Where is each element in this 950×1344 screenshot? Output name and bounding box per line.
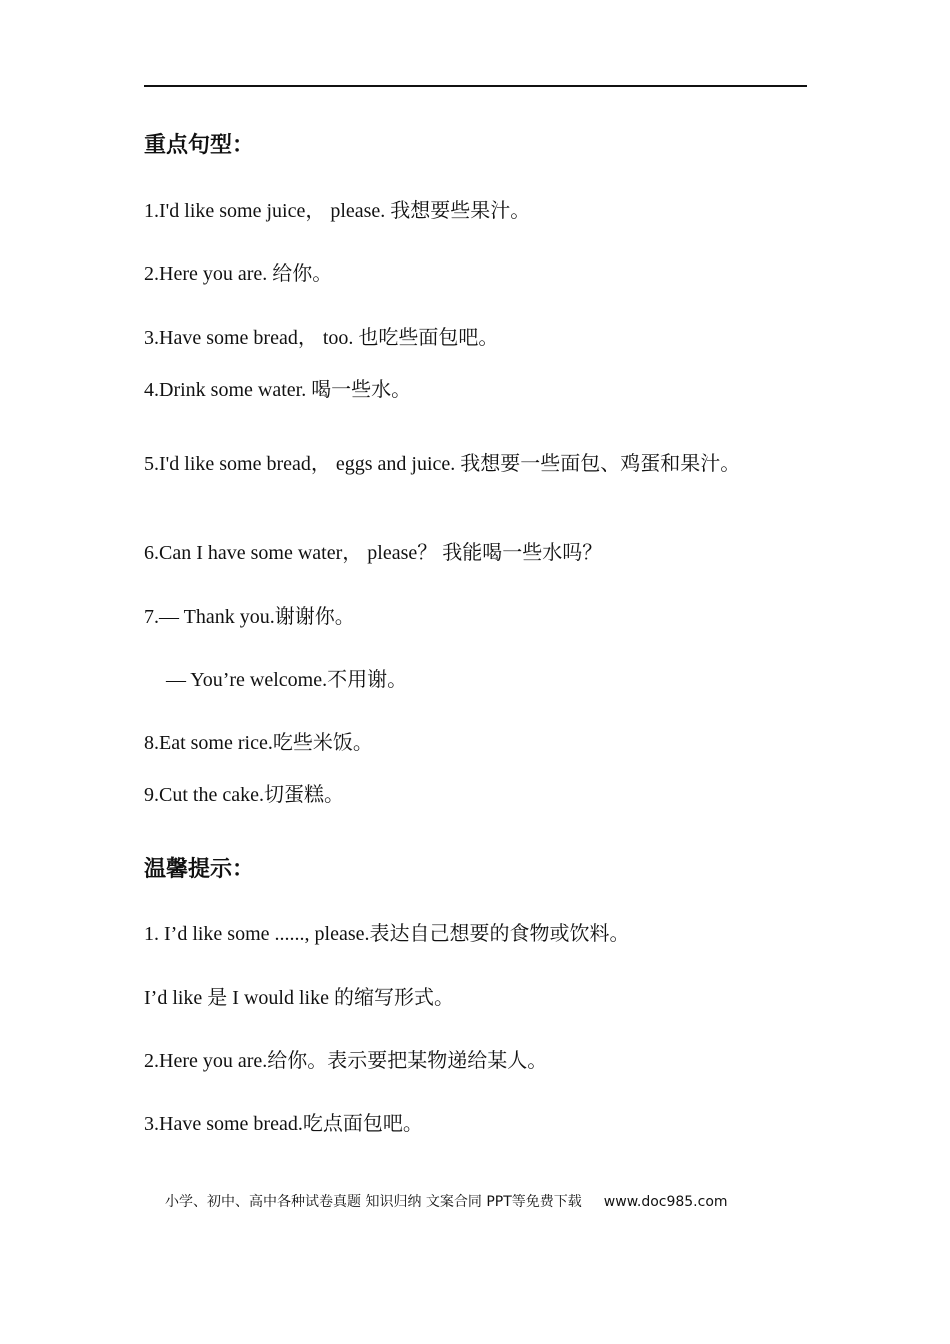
sentence-8: 8.Eat some rice.吃些米饭。 [144, 732, 373, 754]
sentence-5: 5.I'd like some bread， eggs and juice. 我想要一些面包、鸡蛋和果汁。 [144, 453, 741, 475]
sentence-7-reply: — You’re welcome.不用谢。 [166, 669, 408, 691]
footer-text: 小学、初中、高中各种试卷真题 知识归纳 文案合同 PPT等免费下载 [165, 1194, 582, 1210]
top-rule [144, 85, 807, 87]
tip-2: 2.Here you are.给你。表示要把某物递给某人。 [144, 1050, 548, 1072]
sentence-2: 2.Here you are. 给你。 [144, 263, 333, 285]
page-footer [165, 1191, 728, 1211]
section-heading-tips: 温馨提示： [144, 857, 255, 882]
footer-url[interactable]: www.doc985.com [603, 1194, 728, 1210]
sentence-3: 3.Have some bread， too. 也吃些面包吧。 [144, 327, 499, 349]
sentence-9: 9.Cut the cake.切蛋糕。 [144, 784, 344, 806]
sentence-7: 7.— Thank you.谢谢你。 [144, 606, 355, 628]
sentence-1: 1.I'd like some juice， please. 我想要些果汁。 [144, 200, 531, 222]
section-heading-key-sentences: 重点句型： [144, 133, 255, 158]
tip-3: 3.Have some bread.吃点面包吧。 [144, 1113, 423, 1135]
sentence-4: 4.Drink some water. 喝一些水。 [144, 379, 412, 401]
tip-1-note: I’d like 是 I would like 的缩写形式。 [144, 987, 454, 1009]
sentence-6: 6.Can I have some water， please？ 我能喝一些水吗？ [144, 542, 603, 564]
tip-1: 1. I’d like some ......, please.表达自己想要的食物或饮料。 [144, 923, 630, 945]
